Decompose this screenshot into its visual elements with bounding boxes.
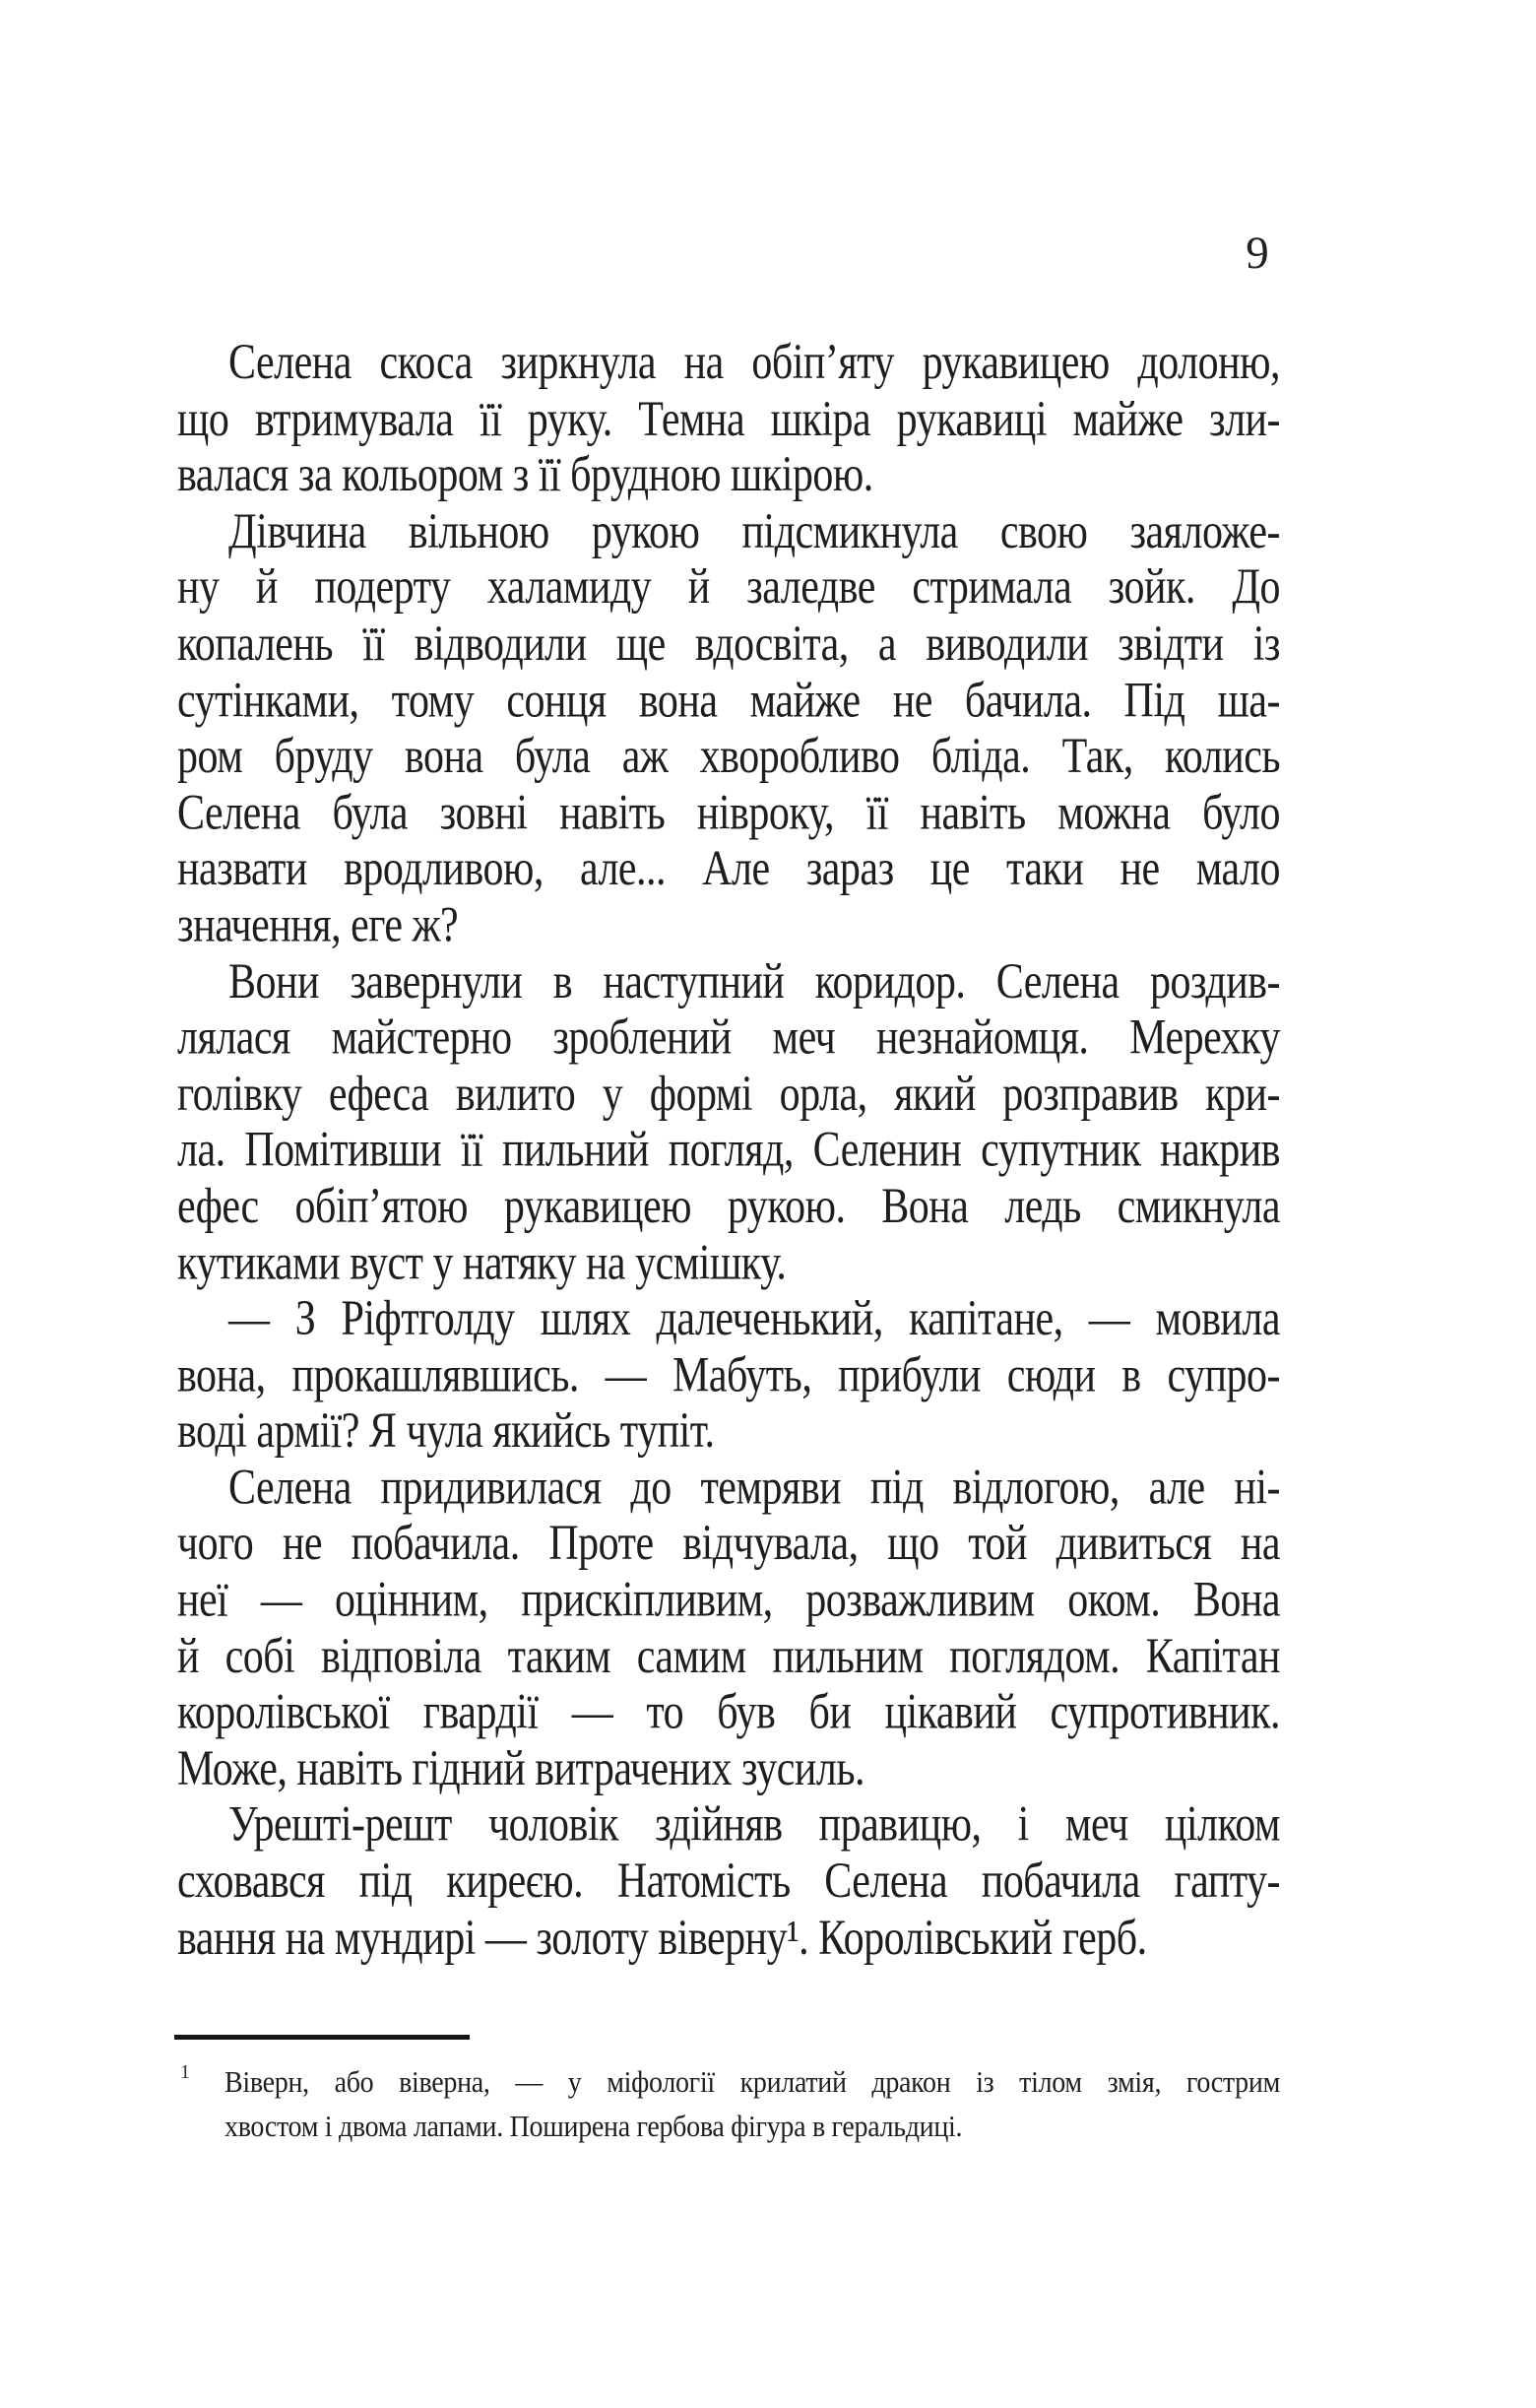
footnote-line: Віверн, або віверна, — у міфології крилатий дракон із тілом змія, гострим: [224, 2065, 1280, 2100]
text-line: ла. Помітивши її пильний погляд, Селенин супутник накрив: [177, 1123, 1280, 1178]
footnote-line: хвостом і двома лапами. Поширена гербова фігура в геральдиці.: [224, 2110, 963, 2144]
text-line: голівку ефеса вилито у формі орла, який розправив кри-: [177, 1067, 1280, 1122]
text-line: вання на мундирі — золоту віверну¹. Королівський герб.: [177, 1911, 1147, 1966]
footnote: [177, 2060, 1280, 2144]
text-line: чого не побачила. Проте відчувала, що той дивиться на: [177, 1517, 1280, 1572]
footnote-separator: [174, 2035, 470, 2040]
text-line: Може, навіть гідний витрачених зусиль.: [177, 1741, 864, 1797]
footnote-text: [177, 2060, 1280, 2149]
text-line: Селена скоса зиркнула на обіп’яту рукавицею долоню,: [228, 336, 1280, 391]
text-line: Вони завернули в наступний коридор. Селена роздив-: [228, 954, 1280, 1009]
text-line: назвати вродливою, але... Але зараз це таки не мало: [177, 842, 1280, 897]
text-line: копалень її відводили ще вдосвіта, а виводили звідти із: [177, 617, 1280, 672]
text-line: й собі відповіла таким самим пильним поглядом. Капітан: [177, 1629, 1280, 1684]
text-line: валася за кольором з її брудною шкірою.: [177, 448, 873, 503]
text-line: ну й подерту халамиду й заледве стримала зойк. До: [177, 560, 1280, 616]
text-line: Селена була зовні навіть нівроку, її навіть можна було: [177, 785, 1280, 841]
text-line: Селена придивилася до темряви під відлогою, але ні-: [228, 1461, 1280, 1516]
text-line: неї — оцінним, прискіпливим, розважливим оком. Вона: [177, 1573, 1280, 1628]
text-line: Урешті-решт чоловік здійняв правицю, і меч цілком: [228, 1797, 1280, 1854]
text-line: лялася майстерно зроблений меч незнайомця. Мерехку: [177, 1010, 1280, 1066]
text-line: — З Ріфтголду шлях далеченький, капітане, — мовила: [228, 1291, 1280, 1347]
body-text-column: [177, 336, 1280, 1967]
text-line: кутиками вуст у натяку на усмішку.: [177, 1235, 787, 1290]
text-line: вона, прокашлявшись. — Мабуть, прибули сюди в супро-: [177, 1348, 1280, 1403]
text-line: значення, еге ж?: [177, 898, 459, 953]
text-line: воді армії? Я чула якийсь тупіт.: [177, 1404, 715, 1460]
footnote-marker: 1: [180, 2061, 190, 2083]
text-line: сутінками, тому сонця вона майже не бачила. Під ша-: [177, 673, 1280, 728]
text-line: ефес обіп’ятою рукавицею рукою. Вона ледь смикнула: [177, 1179, 1280, 1234]
page-number: 9: [1246, 228, 1269, 279]
text-line: сховався під киреєю. Натомість Селена побачила гапту-: [177, 1855, 1280, 1910]
text-line: що втримувала її руку. Темна шкіра рукавиці майже зли-: [177, 392, 1280, 447]
text-line: ром бруду вона була аж хворобливо бліда. Так, колись: [177, 729, 1280, 784]
text-line: королівської гвардії — то був би цікавий супротивник.: [177, 1685, 1280, 1740]
text-line: Дівчина вільною рукою підсмикнула свою заяложе-: [228, 504, 1280, 559]
body-text: [177, 336, 1280, 1966]
